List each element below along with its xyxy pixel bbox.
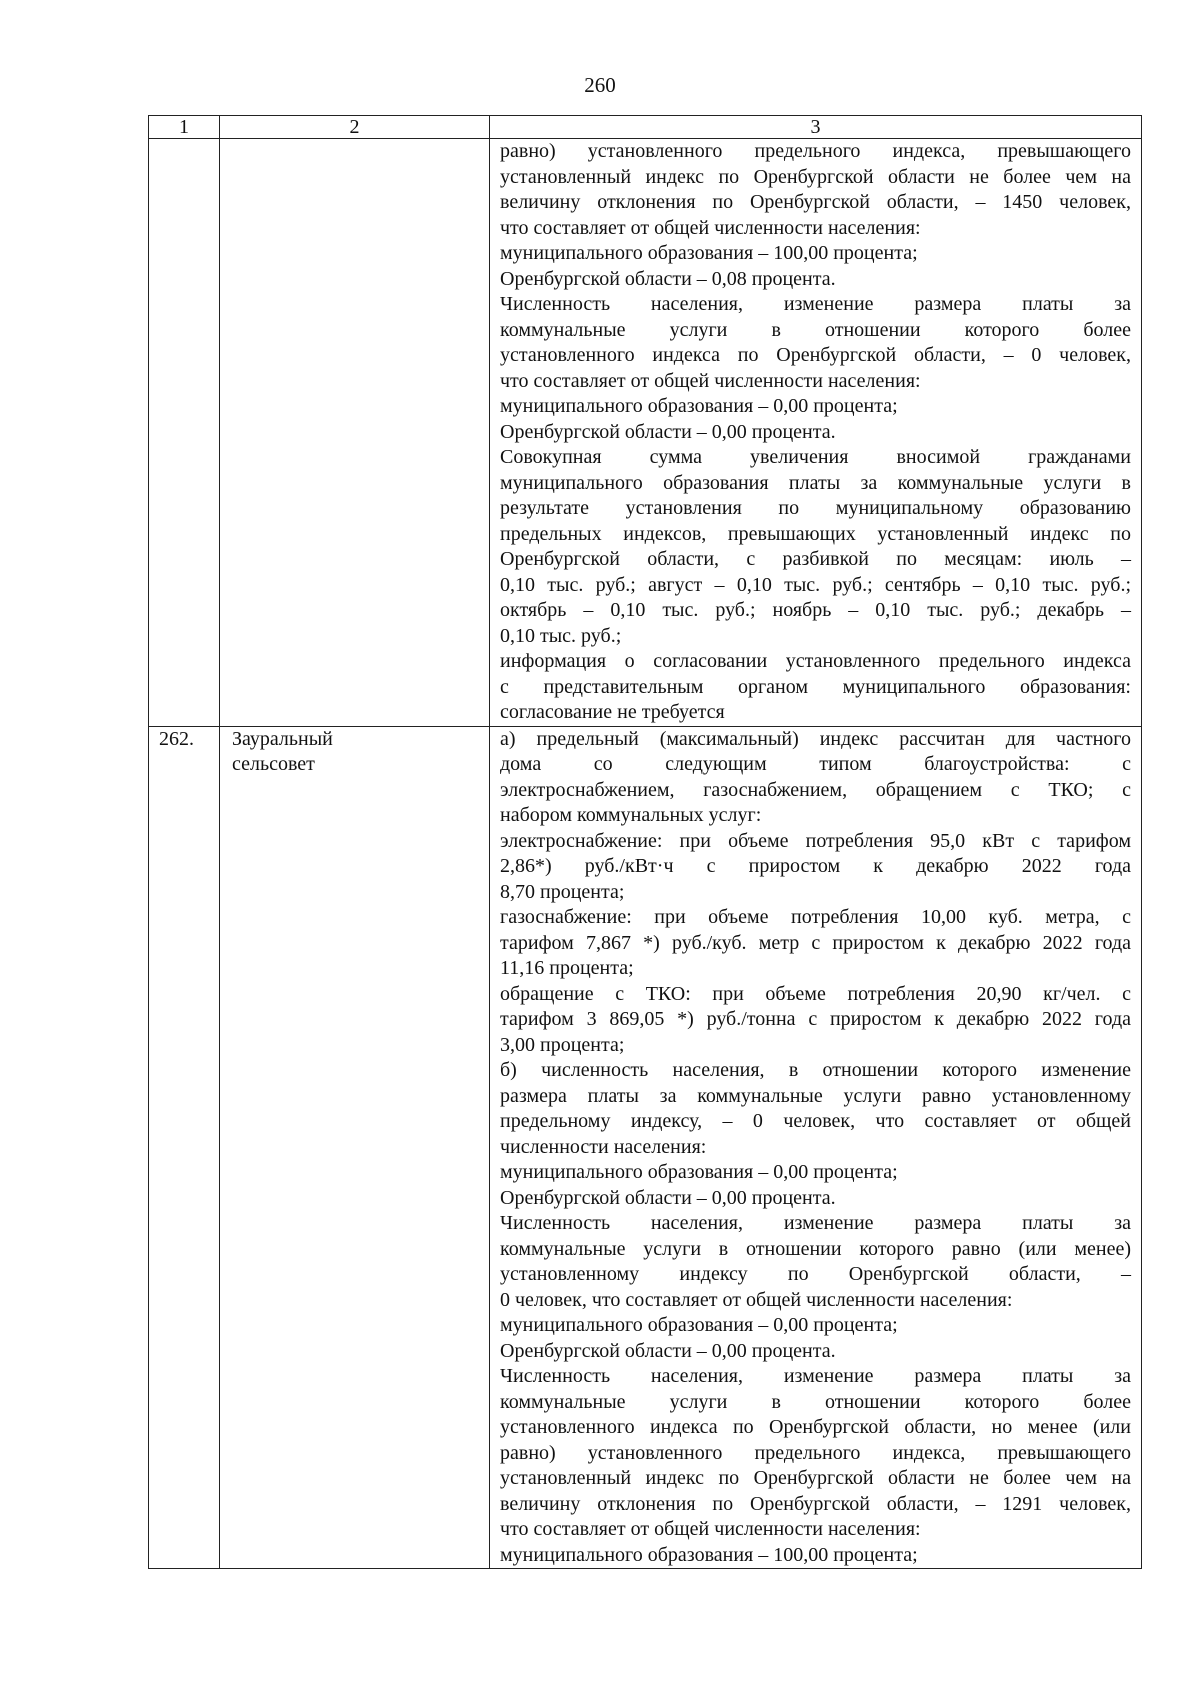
header-cell-1: 1 <box>149 116 220 139</box>
table-row <box>149 726 1142 1569</box>
row-number-cell <box>149 139 220 727</box>
municipality-name-line: сельсовет <box>232 753 315 775</box>
row-number-cell: 262. <box>149 726 220 1569</box>
header-cell-3: 3 <box>490 116 1142 139</box>
text-line: согласование не требуется <box>500 701 725 723</box>
text-line: величину отклонения по Оренбургской области, – 1291 человек, <box>500 1492 1131 1515</box>
text-line: коммунальные услуги в отношении которого равно (или менее) <box>500 1237 1131 1260</box>
text-line: газоснабжение: при объеме потребления 10,00 куб. метра, с <box>500 906 1131 928</box>
text-line: б) численность населения, в отношении которого изменение <box>500 1059 1131 1081</box>
text-line: Численность населения, изменение размера платы за <box>500 293 1131 315</box>
text-line: величину отклонения по Оренбургской области, – 1450 человек, <box>500 191 1131 213</box>
text-line: коммунальные услуги в отношении которого более <box>500 318 1131 341</box>
text-line: 0,10 тыс. руб.; <box>500 624 622 647</box>
municipality-name-line: Зауральный <box>232 727 333 750</box>
text-line: установленного индекса по Оренбургской области, но менее (или <box>500 1416 1131 1438</box>
text-line: численности населения: <box>500 1135 707 1158</box>
text-line: муниципального образования – 0,00 процента; <box>500 395 898 417</box>
text-line: 11,16 процента; <box>500 957 634 979</box>
text-line: 2,86*) руб./кВт·ч с приростом к декабрю 2022 года <box>500 855 1131 877</box>
text-line: набором коммунальных услуг: <box>500 804 762 826</box>
header-cell-2: 2 <box>220 116 490 139</box>
page-number: 260 <box>584 73 616 97</box>
text-line: Численность населения, изменение размера платы за <box>500 1365 1131 1387</box>
text-line: установленного индекса по Оренбургской области, – 0 человек, <box>500 344 1131 366</box>
text-line: с представительным органом муниципального образования: <box>500 675 1131 698</box>
text-line: тарифом 7,867 *) руб./куб. метр с приростом к декабрю 2022 года <box>500 931 1131 954</box>
text-line: Совокупная сумма увеличения вносимой гражданами <box>500 446 1131 468</box>
text-line: что составляет от общей численности населения: <box>500 1518 921 1540</box>
text-line: муниципального образования – 0,00 процента; <box>500 1161 898 1183</box>
text-line: что составляет от общей численности населения: <box>500 369 921 392</box>
text-line: Оренбургской области – 0,00 процента. <box>500 420 836 443</box>
text-line: Численность населения, изменение размера платы за <box>500 1212 1131 1234</box>
text-line: размера платы за коммунальные услуги равно установленному <box>500 1084 1131 1107</box>
text-line: информация о согласовании установленного предельного индекса <box>500 650 1131 672</box>
text-line: Оренбургской области – 0,00 процента. <box>500 1186 836 1209</box>
text-line: что составляет от общей численности населения: <box>500 216 921 239</box>
text-line: Оренбургской области, с разбивкой по месяцам: июль – <box>500 548 1131 570</box>
row-content-cell <box>490 139 1142 727</box>
text-line: а) предельный (максимальный) индекс рассчитан для частного <box>500 727 1131 750</box>
text-line: муниципального образования – 100,00 процента; <box>500 1543 918 1566</box>
text-line: октябрь – 0,10 тыс. руб.; ноябрь – 0,10 тыс. руб.; декабрь – <box>500 599 1131 621</box>
text-line: муниципального образования – 100,00 процента; <box>500 242 918 264</box>
text-line: установленному индексу по Оренбургской области, – <box>500 1263 1131 1285</box>
text-line: 0,10 тыс. руб.; август – 0,10 тыс. руб.; сентябрь – 0,10 тыс. руб.; <box>500 573 1131 596</box>
text-line: установленный индекс по Оренбургской области не более чем на <box>500 165 1131 188</box>
text-line: электроснабжение: при объеме потребления 95,0 кВт с тарифом <box>500 829 1131 852</box>
text-line: электроснабжением, газоснабжением, обращением с ТКО; с <box>500 778 1131 801</box>
text-line: муниципального образования платы за коммунальные услуги в <box>500 471 1131 494</box>
text-line: коммунальные услуги в отношении которого более <box>500 1390 1131 1413</box>
text-line: Оренбургской области – 0,08 процента. <box>500 267 836 290</box>
text-line: обращение с ТКО: при объеме потребления 20,90 кг/чел. с <box>500 982 1131 1005</box>
text-line: дома со следующим типом благоустройства: с <box>500 753 1131 775</box>
text-line: предельных индексов, превышающих установленный индекс по <box>500 522 1131 545</box>
text-line: равно) установленного предельного индекса, превышающего <box>500 140 1131 162</box>
municipality-name-cell <box>220 726 490 1569</box>
document-table <box>148 115 1142 1569</box>
text-line: равно) установленного предельного индекса, превышающего <box>500 1441 1131 1464</box>
text-line: 8,70 процента; <box>500 880 625 903</box>
text-line: предельному индексу, – 0 человек, что составляет от общей <box>500 1110 1131 1132</box>
text-line: Оренбургской области – 0,00 процента. <box>500 1339 836 1362</box>
text-line: 0 человек, что составляет от общей численности населения: <box>500 1288 1013 1311</box>
text-line: установленный индекс по Оренбургской области не более чем на <box>500 1467 1131 1489</box>
row-content-cell <box>490 726 1142 1569</box>
text-line: результате установления по муниципальному образованию <box>500 497 1131 519</box>
text-line: тарифом 3 869,05 *) руб./тонна с приростом к декабрю 2022 года <box>500 1008 1131 1030</box>
table-row <box>149 139 1142 727</box>
text-line: 3,00 процента; <box>500 1033 625 1056</box>
text-line: муниципального образования – 0,00 процента; <box>500 1314 898 1336</box>
table-header-row <box>149 116 1142 139</box>
municipality-name-cell <box>220 139 490 727</box>
